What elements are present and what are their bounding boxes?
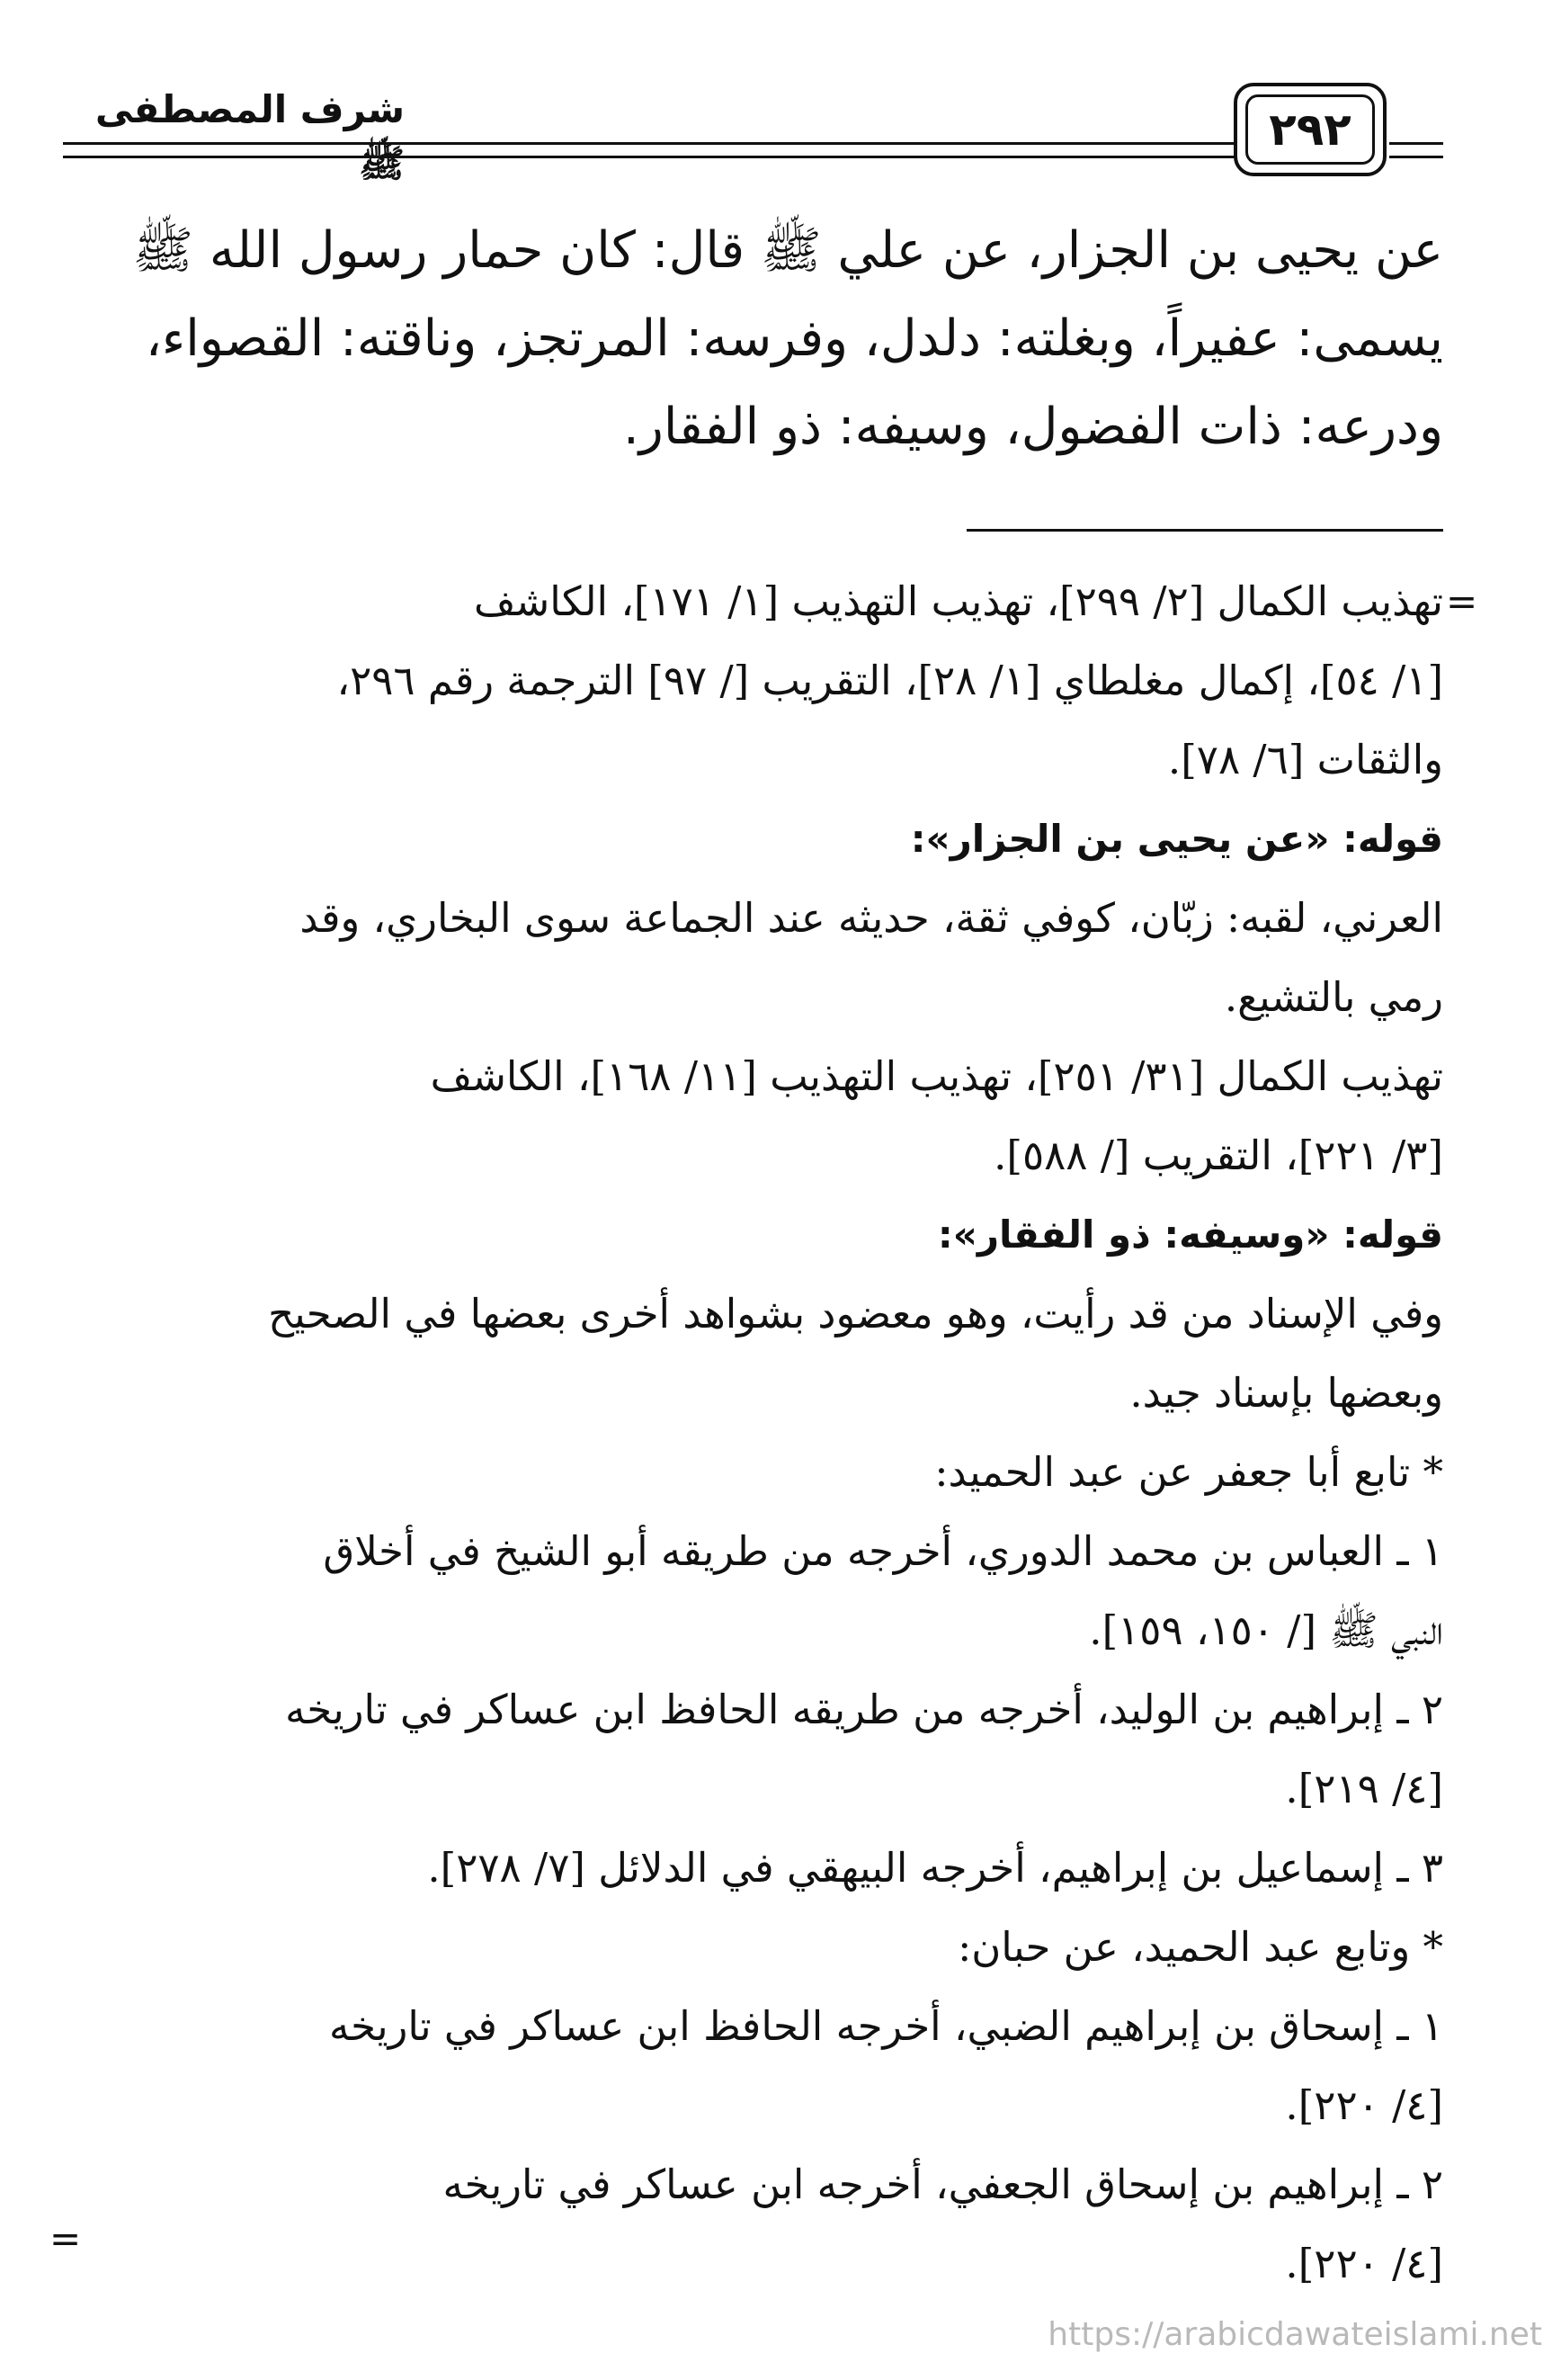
note-heading: قوله: «عن يحيى بن الجزار»: bbox=[910, 817, 1443, 861]
note-line: النبي ﷺ [/ ١٥٠، ١٥٩]. bbox=[1089, 1606, 1443, 1654]
main-text-line: عن يحيى بن الجزار، عن علي ﷺ قال: كان حمار رسول الله ﷺ bbox=[132, 221, 1443, 280]
continuation-mark-bottom: = bbox=[49, 2216, 82, 2260]
note-line: ٣ ـ إسماعيل بن إبراهيم، أخرجه البيهقي في الدلائل [٧/ ٢٧٨]. bbox=[427, 1844, 1443, 1892]
note-line: ٢ ـ إبراهيم بن إسحاق الجعفي، أخرجه ابن عساكر في تاريخه bbox=[442, 2161, 1443, 2208]
watermark-url: https://arabicdawateislami.net bbox=[1048, 2316, 1542, 2353]
note-line: وبعضها بإسناد جيد. bbox=[1129, 1369, 1443, 1417]
footnotes-block bbox=[67, 562, 1443, 2304]
footnote-separator bbox=[967, 529, 1443, 532]
main-text-line: يسمى: عفيراً، وبغلته: دلدل، وفرسه: المرتجز، وناقته: القصواء، bbox=[145, 309, 1443, 368]
page-number-frame bbox=[1234, 83, 1387, 176]
note-line: * وتابع عبد الحميد، عن حبان: bbox=[958, 1923, 1443, 1971]
main-text-line: ودرعه: ذات الفضول، وسيفه: ذو الفقار. bbox=[623, 398, 1443, 456]
note-line: وفي الإسناد من قد رأيت، وهو معضود بشواهد أخرى بعضها في الصحيح bbox=[268, 1290, 1443, 1338]
note-line: [٣/ ٢٢١]، التقريب [/ ٥٨٨]. bbox=[994, 1132, 1443, 1179]
note-line: [١/ ٥٤]، إكمال مغلطاي [١/ ٢٨]، التقريب [/ ٩٧] الترجمة رقم ٢٩٦، bbox=[336, 657, 1443, 704]
note-line: [٤/ ٢١٩]. bbox=[1285, 1765, 1443, 1812]
note-line: ١ ـ إسحاق بن إبراهيم الضبي، أخرجه الحافظ ابن عساكر في تاريخه bbox=[328, 2002, 1443, 2050]
note-heading: قوله: «وسيفه: ذو الفقار»: bbox=[937, 1212, 1443, 1257]
note-line: [٤/ ٢٢٠]. bbox=[1285, 2240, 1443, 2287]
running-header-title: شرف المصطفى ﷺ bbox=[94, 87, 405, 185]
note-line: تهذيب الكمال [٣١/ ٢٥١]، تهذيب التهذيب [١١/ ١٦٨]، الكاشف bbox=[430, 1052, 1443, 1100]
note-line: ١ ـ العباس بن محمد الدوري، أخرجه من طريقه أبو الشيخ في أخلاق bbox=[323, 1527, 1443, 1575]
note-line: ٢ ـ إبراهيم بن الوليد، أخرجه من طريقه الحافظ ابن عساكر في تاريخه bbox=[285, 1686, 1443, 1733]
header-double-rule-right bbox=[1389, 142, 1443, 158]
page-number: ٢٩٢ bbox=[1245, 94, 1375, 165]
note-line: تهذيب الكمال [٢/ ٢٩٩]، تهذيب التهذيب [١/ ١٧١]، الكاشف bbox=[473, 577, 1443, 625]
note-line: العرني، لقبه: زبّان، كوفي ثقة، حديثه عند الجماعة سوى البخاري، وقد bbox=[299, 894, 1443, 942]
note-line: رمي بالتشيع. bbox=[1224, 973, 1443, 1021]
note-line: * تابع أبا جعفر عن عبد الحميد: bbox=[934, 1448, 1443, 1496]
note-line: والثقات [٦/ ٧٨]. bbox=[1167, 736, 1443, 783]
note-line: [٤/ ٢٢٠]. bbox=[1285, 2081, 1443, 2129]
main-text-block bbox=[67, 207, 1443, 471]
header-double-rule bbox=[63, 142, 1236, 158]
continuation-mark-top: = bbox=[1446, 579, 1478, 623]
